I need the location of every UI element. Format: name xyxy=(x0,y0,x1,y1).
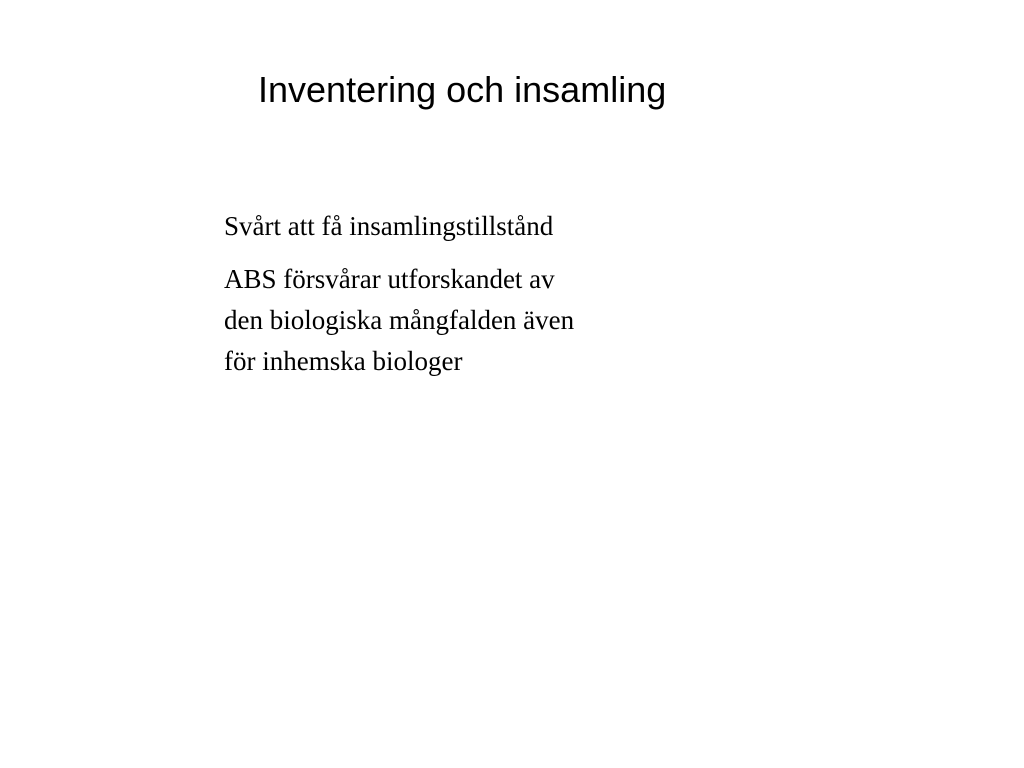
paragraph-permits xyxy=(224,206,694,247)
paragraph-line: Svårt att få insamlingstillstånd xyxy=(224,211,554,241)
slide-title: Inventering och insamling xyxy=(258,69,667,110)
paragraph-line: ABS försvårar utforskandet av xyxy=(224,264,555,294)
paragraph-line: den biologiska mångfalden även xyxy=(224,305,575,335)
slide-body xyxy=(224,206,694,394)
paragraph-abs xyxy=(224,259,694,382)
paragraph-line: för inhemska biologer xyxy=(224,346,463,376)
